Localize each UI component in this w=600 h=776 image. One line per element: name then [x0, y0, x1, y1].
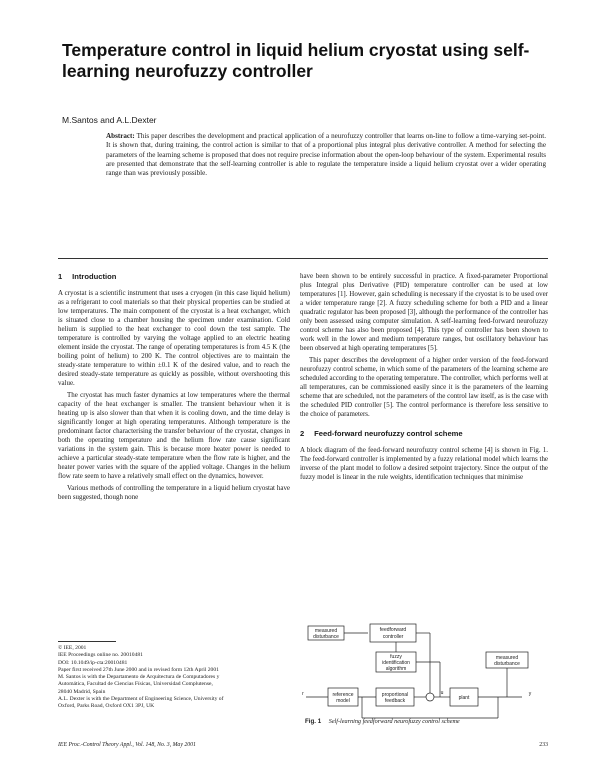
label-proportional: proportional	[381, 692, 409, 698]
right-column	[300, 272, 548, 485]
label-reference-model: reference	[332, 692, 354, 698]
front-matter	[58, 645, 290, 711]
summing-junction	[426, 693, 434, 701]
paragraph: have been shown to be entirely successful in practice. A fixed-parameter Proportional plus Integral plus Derivative (PID) temperature controller can be used at low temperatures [1]. However, gain scheduling is necessary if the cryostat is to be used over a wider temperature range [2]. A fuzzy scheduling scheme for both a PID and a linear quadratic regulator has been proposed [3], although the performance of the controller has only been assessed using computer simulation. A self-learning feed-forward neurofuzzy control scheme has also been proposed [4]. This type of controller has been shown to work well in the lower and medium temperature ranges, but oscillatory behaviour has been observed at high operating temperatures [5].	[300, 272, 548, 352]
section-1-heading	[58, 272, 290, 281]
paper-title: Temperature control in liquid helium cryostat using self-learning neurofuzzy controller	[62, 40, 530, 81]
label-y: y	[528, 691, 532, 697]
label-disturbance-right: disturbance	[494, 661, 520, 667]
abstract-text: This paper describes the development and practical application of a neurofuzzy controller that learns on-line to follow a time-varying set-point. It is shown that, during training, the control action is similar to that of a proportional plus integral plus derivative controller. A method for selecting the parameters of the learning scheme is proposed that does not require precise information about the open-loop behaviour of the system. Experimental results are presented that demonstrate that the self-learning controller is able to regulate the temperature inside a liquid helium cryostat over a wider operating range than was previously possible.	[106, 132, 546, 178]
caption-label: Fig. 1	[305, 718, 322, 725]
front-matter-line: Oxford, Parks Road, Oxford OX1 3PJ, UK	[58, 703, 155, 710]
section-2-heading	[300, 429, 548, 438]
authors: M.Santos and A.L.Dexter	[62, 115, 157, 125]
section-1-title: Introduction	[72, 272, 117, 281]
caption-text: Self-learning feedforward neurofuzzy control scheme	[328, 718, 460, 725]
front-matter-line: A.L. Dexter is with the Department of Engineering Science, University of	[58, 696, 224, 703]
front-matter-line: © IEE, 2001	[58, 645, 87, 651]
paragraph: The cryostat has much faster dynamics at low temperatures where the thermal capacity of the heat exchanger is smaller. The transient behaviour when it is heating up is also slower than that when it is cooling down, and the time delay is significantly longer at high operating temperatures. Although temperature is the predominant factor characterising the transfer behaviour of the cryostat, changes in both the operating temperature and the helium flow rate cause significant variations in the system gain. This is because more heater power is needed to achieve a particular steady-state temperature when the flow rate is higher, and the heater power varies with the square of the applied voltage. Changes in the helium flow rate seem to have a relatively small effect on the dynamics, however.	[58, 391, 290, 480]
label-r: r	[302, 691, 304, 697]
journal-footer: IEE Proc.-Control Theory Appl., Vol. 148, No. 3, May 2001	[58, 742, 196, 748]
label-measured: measured	[314, 628, 338, 634]
label-disturbance: disturbance	[313, 634, 339, 640]
front-matter-line: DOI: 10.1049/ip-cta:20010481	[58, 659, 128, 666]
abstract	[106, 132, 546, 178]
label-plant: plant	[458, 695, 470, 701]
paragraph: A cryostat is a scientific instrument that uses a cryogen (in this case liquid helium) as a refrigerant to cool materials so that their physical properties can be studied at low temperatures. The main component of the cryostat is a heat exchanger, which is situated close to a chamber housing the specimen under examination. Cold helium is supplied to the heat exchanger to cool down the test sample. The temperature is controlled by varying the voltage applied to an electric heating element inside the cryostat. The range of operating temperatures is from 4.5 K (the boiling point of helium) to 200 K. The control objectives are to maintain the steady-state temperature to within ±0.1 K of the desired value, and to reach the desired steady-state temperature as quickly as possible, without overshooting this value.	[58, 289, 290, 387]
paragraph: A block diagram of the feed-forward neurofuzzy control scheme [4] is shown in Fig. 1. The feed-forward controller is implemented by a fuzzy relational model which learns the inverse of the plant model to follow a desired setpoint trajectory. Since the output of the fuzzy model is linear in the rule weights, identification techniques that minimise	[300, 446, 548, 481]
label-algorithm: algorithm	[385, 666, 407, 672]
label-controller: controller	[382, 634, 404, 640]
label-model: model	[336, 698, 350, 704]
label-identification: identification	[382, 660, 410, 666]
section-2-title: Feed-forward neurofuzzy control scheme	[314, 429, 463, 438]
left-column	[58, 272, 290, 505]
front-matter-line: IEE Proceedings online no. 20010481	[58, 652, 143, 659]
footnote-rule	[58, 641, 116, 642]
label-u: u	[440, 690, 444, 696]
front-matter-line: M. Santos is with the Departamento de Arquitectura de Computadores y	[58, 674, 220, 681]
front-matter-line: Automática, Facultad de Ciencias Físicas, Universidad Complutense,	[58, 681, 213, 688]
label-measured-right: measured	[495, 655, 519, 661]
abstract-rule	[58, 258, 548, 259]
figure-1-diagram	[300, 622, 548, 732]
section-1-number: 1	[58, 272, 63, 281]
page-number: 233	[539, 742, 548, 748]
front-matter-line: 28040 Madrid, Spain	[58, 688, 106, 695]
abstract-label: Abstract:	[106, 132, 135, 140]
figure-1-caption	[305, 718, 460, 725]
section-2-number: 2	[300, 429, 305, 438]
front-matter-line: Paper first received 27th June 2000 and in revised form 12th April 2001	[58, 666, 219, 673]
label-feedforward: feedforward	[379, 627, 407, 633]
paragraph: Various methods of controlling the temperature in a liquid helium cryostat have been suggested, though none	[58, 484, 290, 501]
label-feedback: feedback	[384, 698, 406, 704]
paragraph: This paper describes the development of a higher order version of the feed-forward neurofuzzy control scheme, in which some of the parameters of the learning scheme are scheduled according to the operating temperature. The controller, which performs well at all temperatures, can be commissioned easily since it is the parameters of the learning scheme that are scheduled, not the parameters of the control law itself, as is the case with the scheduled PID controller [5]. The control performance is therefore less sensitive to the choice of parameters.	[300, 356, 548, 418]
label-fuzzy: fuzzy	[390, 654, 402, 660]
